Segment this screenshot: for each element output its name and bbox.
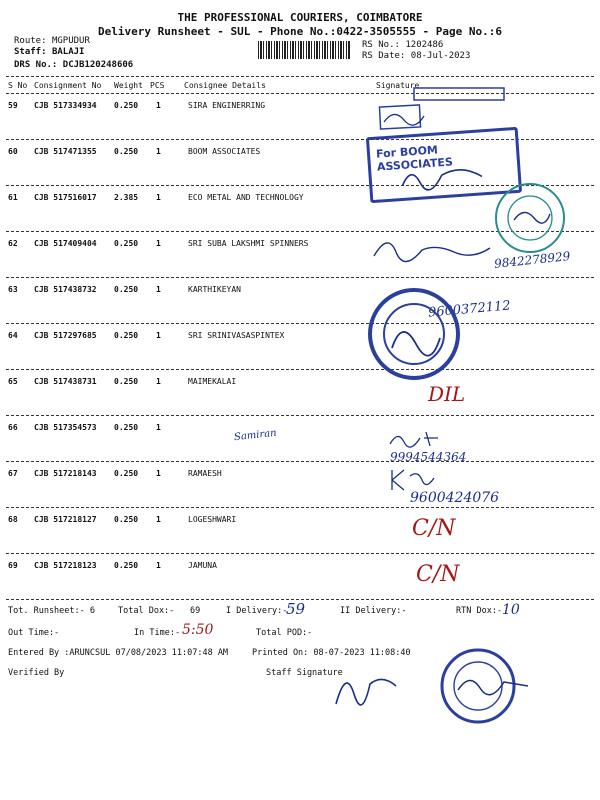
boom-stamp-text: For BOOM ASSOCIATES [375,143,454,174]
staff-label: Staff: [14,47,47,57]
drs-label: DRS No.: [14,60,58,70]
handwritten-rtn-dox: 10 [502,602,520,618]
handwritten-row66: Samiran [233,427,278,444]
sira-stamp [370,82,520,134]
row-pcs: 1 [156,377,161,386]
row-pcs: 1 [156,469,161,478]
barcode [258,41,350,59]
row-weight: 0.250 [114,469,139,478]
sri-srinivasa-stamp [356,282,476,382]
entered-by: Entered By :ARUNCSUL 07/08/2023 11:07:48 AM [8,648,229,658]
rs-no-value: 1202486 [405,40,444,50]
row-sno: 65 [8,377,18,386]
col-consignment: Consignment No [34,81,102,90]
col-consignee: Consignee Details [184,81,266,90]
signature-scribble [386,466,446,496]
signature-scribble [370,226,500,266]
row-weight: 0.250 [114,423,139,432]
verified-by: Verified By [8,668,65,678]
row-sno: 60 [8,147,18,156]
row-weight: 0.250 [114,285,139,294]
row-sno: 68 [8,515,18,524]
handwritten-phone: 9994544364 [390,450,467,464]
row-pcs: 1 [156,147,161,156]
handwritten-phone: 9600424076 [410,490,500,506]
staff-signature-label: Staff Signature [266,668,343,678]
table-row [0,285,600,297]
handwritten-in-time: 5:50 [182,622,214,638]
in-time-label: In Time:- [134,628,181,638]
staff-value: BALAJI [51,47,85,57]
route-value: MGPUDUR [51,36,90,46]
row-weight: 0.250 [114,561,139,570]
row-pcs: 1 [156,515,161,524]
table-row [0,469,600,481]
row-pcs: 1 [156,193,161,202]
rs-no-line [362,40,443,50]
row-weight: 0.250 [114,331,139,340]
row-consignee: MAIMEKALAI [188,377,237,386]
divider [6,369,594,370]
staff-signature-scribble [326,664,406,712]
divider [6,76,594,77]
row-weight: 0.250 [114,147,139,156]
handwritten-i-delivery: 59 [286,600,306,618]
row-weight: 0.250 [114,377,139,386]
staff-line [14,47,84,57]
col-signature: Signature [376,81,420,90]
row-sno: 63 [8,285,18,294]
row-pcs: 1 [156,331,161,340]
row-pcs: 1 [156,239,161,248]
col-sno: S No [8,81,28,90]
table-row [0,515,600,527]
divider [6,553,594,554]
printed-on: Printed On: 08-07-2023 11:08:40 [252,648,411,658]
row-consignment: CJB 517471355 [34,147,97,156]
row-sno: 66 [8,423,18,432]
rs-date-label: RS Date: [362,51,406,61]
handwritten-phone: 9842278929 [493,249,571,271]
total-dox-label: Total Dox:- [118,606,175,616]
route-line [14,36,90,46]
row-consignee: SIRA ENGINERRING [188,101,266,110]
row-consignment: CJB 517409404 [34,239,97,248]
row-weight: 2.385 [114,193,139,202]
tot-runsheet: Tot. Runsheet:- 6 [8,606,95,616]
row-pcs: 1 [156,101,161,110]
row-pcs: 1 [156,561,161,570]
runsheet-subtitle: Delivery Runsheet - SUL - Phone No.:0422-3505555 - Page No.:6 [98,25,502,38]
row-consignee: RAMAESH [188,469,222,478]
row-consignment: CJB 517297685 [34,331,97,340]
divider [6,277,594,278]
row-consignment: CJB 517218123 [34,561,97,570]
row-consignment: CJB 517218127 [34,515,97,524]
row-weight: 0.250 [114,515,139,524]
row-consignee: LOGESHWARI [188,515,237,524]
row-consignment: CJB 517438731 [34,377,97,386]
row-weight: 0.250 [114,101,139,110]
divider [6,415,594,416]
row-consignment: CJB 517218143 [34,469,97,478]
table-row [0,377,600,389]
pc-sulur-stamp [424,644,534,728]
row-consignee: SRI SUBA LAKSHMI SPINNERS [188,239,309,248]
rs-date-value: 08-Jul-2023 [410,51,471,61]
signature-scribble [386,424,446,454]
row-consignment: CJB 517354573 [34,423,97,432]
total-pod-label: Total POD:- [256,628,313,638]
col-weight: Weight [114,81,143,90]
row-sno: 64 [8,331,18,340]
row-sno: 69 [8,561,18,570]
row-consignee: SRI SRINIVASASPINTEX [188,331,285,340]
handwritten-phone: 9600372112 [427,298,512,321]
handwritten-row65: DIL [428,382,466,406]
divider [6,323,594,324]
drs-value: DCJB120248606 [62,60,134,70]
row-weight: 0.250 [114,239,139,248]
rs-no-label: RS No.: [362,40,400,50]
company-title: THE PROFESSIONAL COURIERS, COIMBATORE [177,11,423,24]
route-label: Route: [14,36,47,46]
total-dox-value: 69 [190,606,201,616]
row-sno: 59 [8,101,18,110]
row-consignee: ECO METAL AND TECHNOLOGY [188,193,304,202]
row-consignee: BOOM ASSOCIATES [188,147,261,156]
row-sno: 67 [8,469,18,478]
row-consignee: KARTHIKEYAN [188,285,241,294]
divider [6,461,594,462]
handwritten-row68: C/N [412,516,456,541]
divider [6,507,594,508]
out-time-label: Out Time:- [8,628,60,638]
row-consignment: CJB 517438732 [34,285,97,294]
handwritten-row69: C/N [416,562,460,587]
table-row [0,331,600,343]
table-row [0,561,600,573]
drs-line [14,60,133,70]
row-consignment: CJB 517334934 [34,101,97,110]
rs-date-line [362,51,470,61]
ii-delivery-label: II Delivery:- [340,606,407,616]
row-consignment: CJB 517516017 [34,193,97,202]
rtn-dox-label: RTN Dox:- [456,606,503,616]
i-delivery-label: I Delivery:- [226,606,288,616]
row-sno: 61 [8,193,18,202]
col-pcs: PCS [150,81,165,90]
row-pcs: 1 [156,285,161,294]
row-sno: 62 [8,239,18,248]
row-pcs: 1 [156,423,161,432]
table-row [0,423,600,435]
row-consignee: JAMUNA [188,561,217,570]
